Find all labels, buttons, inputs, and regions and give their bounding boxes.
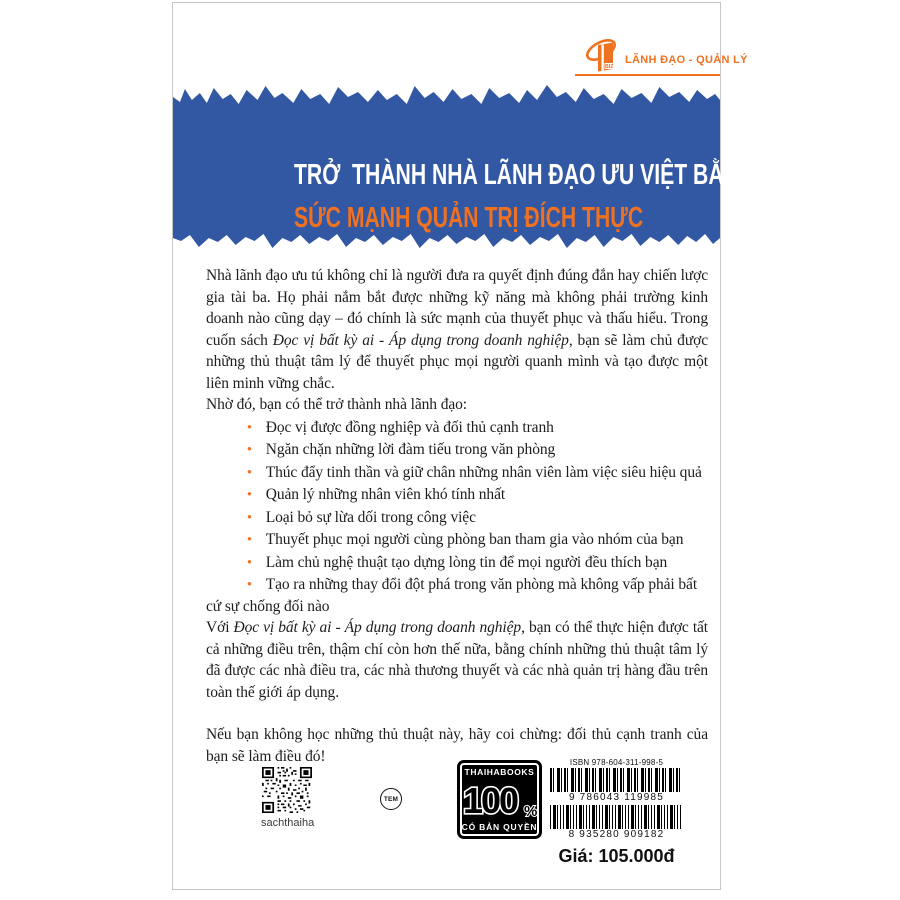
price-label: Giá: 105.000đ bbox=[558, 846, 675, 866]
banner-torn-edge-top bbox=[173, 83, 720, 107]
list-item: ● Đọc vị được đồng nghiệp và đối thủ cạnh tranh bbox=[206, 416, 708, 439]
header-divider bbox=[575, 74, 720, 76]
paragraph-summary: Với Đọc vị bất kỳ ai - Áp dụng trong doanh nghiệp, bạn có thể thực hiện được tất cả những điều trên, thậm chí còn hơn thế nữa, bằng chính những thủ thuật tâm lý đã được các nhà điều tra, các nhà thương thuyết và các nhà quản trị hàng đầu trên toàn thế giới áp dụng. bbox=[206, 619, 709, 701]
barcode-block bbox=[550, 758, 683, 867]
title-banner bbox=[173, 83, 756, 255]
isbn-barcode bbox=[550, 768, 683, 792]
list-item: ● Quản lý những nhân viên khó tính nhất bbox=[206, 483, 708, 506]
list-lead-in: Nhờ đó, bạn có thể trở thành nhà lãnh đạo: bbox=[206, 396, 467, 413]
list-item: ● Thúc đẩy tinh thần và giữ chân những nhân viên làm việc siêu hiệu quả bbox=[206, 461, 708, 484]
badge-100-percent bbox=[462, 782, 538, 818]
category-label: LÃNH ĐẠO - QUẢN LÝ bbox=[625, 54, 748, 66]
isbn-barcode-digits: 9 786043 119985 bbox=[568, 792, 665, 803]
paragraph-warning: Nếu bạn không học những thủ thuật này, hãy coi chừng: đối thủ cạnh tranh của bạn sẽ làm điều đó! bbox=[206, 726, 708, 765]
book-back-cover bbox=[172, 2, 756, 890]
list-item: ● Làm chủ nghệ thuật tạo dựng lòng tin để mọi người đều thích bạn bbox=[206, 551, 708, 574]
copyright-badge bbox=[457, 760, 542, 839]
isbn-label: ISBN 978-604-311-998-5 bbox=[569, 758, 664, 767]
publisher-logo-icon bbox=[585, 37, 625, 75]
qr-code bbox=[262, 767, 312, 813]
book-title-inline: Đọc vị bất kỳ ai - Áp dụng trong doanh nghiệp bbox=[272, 331, 569, 349]
tem-label: TEM bbox=[383, 795, 399, 803]
list-item: ● Ngăn chặn những lời đàm tiếu trong văn phòng bbox=[206, 438, 708, 461]
back-cover-copy bbox=[206, 265, 708, 767]
ean-barcode bbox=[550, 805, 683, 829]
publisher-header bbox=[173, 3, 748, 79]
badge-copyright-text: CÓ BẢN QUYỀN bbox=[461, 822, 538, 832]
qr-block bbox=[261, 767, 313, 829]
tem-stamp bbox=[380, 788, 402, 810]
badge-publisher-name: THAIHABOOKS bbox=[464, 767, 535, 777]
paragraph-intro: Nhà lãnh đạo ưu tú không chỉ là người đưa ra quyết định đúng đắn hay chiến lược gia tài ba. Họ phải nắm bắt được những kỹ năng mà không phải trường kinh doanh nào cũng dạy – đó chính là sức mạnh của thuyết phục và thấu hiểu. Trong cuốn sách Đọc vị bất kỳ ai - Áp dụng trong doanh nghiệp, bạn sẽ làm chủ được những thủ thuật tâm lý để thuyết phục mọi người quanh mình và tạo được một liên minh vững chắc. bbox=[206, 267, 709, 392]
qr-caption: sachthaiha bbox=[261, 817, 315, 829]
svg-text:100: 100 bbox=[462, 781, 517, 818]
banner-title-line2: SỨC MẠNH QUẢN TRỊ ĐÍCH THỰC bbox=[294, 202, 644, 234]
list-item: ● Thuyết phục mọi người cùng phòng ban tham gia vào nhóm của bạn bbox=[206, 528, 708, 551]
publisher-logo-text: BIZ bbox=[605, 64, 614, 70]
ean-barcode-digits: 8 935280 909182 bbox=[568, 829, 665, 840]
svg-text:%: % bbox=[523, 802, 537, 818]
banner-title-line1: TRỞ THÀNH NHÀ LÃNH ĐẠO ƯU VIỆT BẰNG bbox=[294, 159, 756, 191]
list-item: ● Tạo ra những thay đổi đột phá trong văn phòng mà không vấp phải bất cứ sự chống đối nào bbox=[206, 573, 708, 617]
list-item: ● Loại bỏ sự lừa dối trong công việc bbox=[206, 506, 708, 529]
book-title-inline: Đọc vị bất kỳ ai - Áp dụng trong doanh nghiệp bbox=[233, 619, 522, 636]
benefits-list bbox=[206, 416, 708, 618]
